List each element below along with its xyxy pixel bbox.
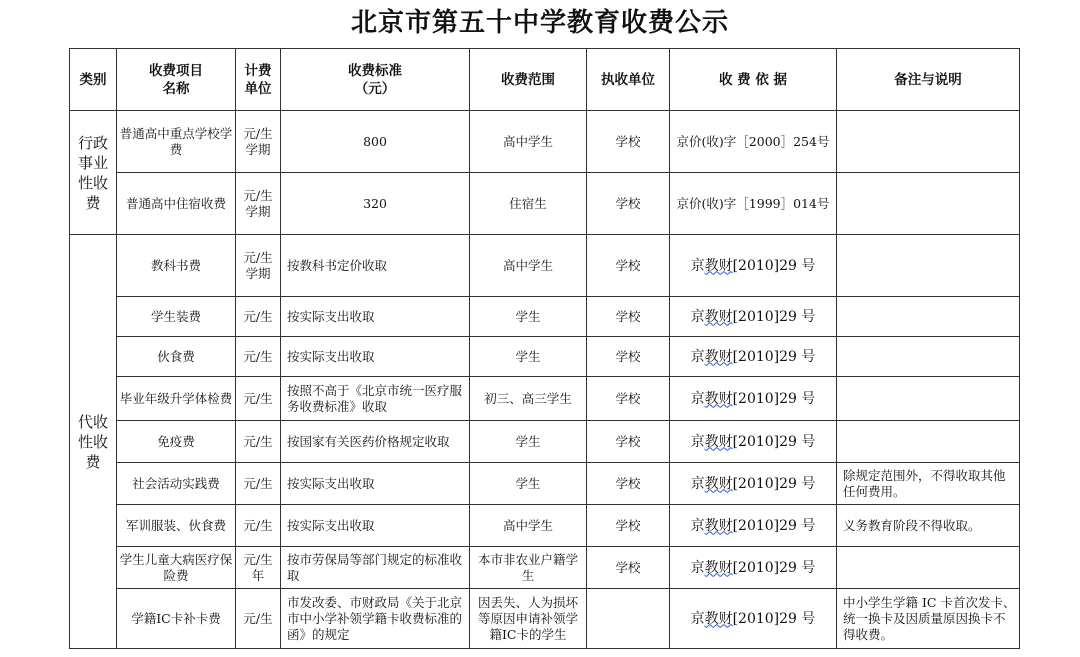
table-row [70,173,1020,235]
cell-basis [670,589,837,649]
basis-underlined: 教财 [704,257,733,274]
cell-basis [670,337,837,377]
cell-item: 普通高中住宿收费 [117,173,236,235]
header-item: 收费项目 名称 [117,49,236,111]
page-title: 北京市第五十中学教育收费公示 [350,8,729,38]
table-row [70,589,1020,649]
cell-remarks: 中小学生学籍 IC 卡首次发卡、统一换卡及因质量原因换卡不得收费。 [837,589,1020,649]
cell-item: 学生儿童大病医疗保险费 [117,547,236,589]
cell-standard: 按市劳保局等部门规定的标准收取 [281,547,470,589]
header-collector: 执收单位 [587,49,670,111]
cell-item: 伙食费 [117,337,236,377]
cell-collector: 学校 [587,173,670,235]
cell-remarks: 义务教育阶段不得收取。 [837,505,1020,547]
cell-item: 军训服装、伙食费 [117,505,236,547]
basis-underlined: 教财 [704,433,733,450]
header-standard: 收费标准 （元） [281,49,470,111]
cell-item: 普通高中重点学校学费 [117,111,236,173]
basis-underlined: 教财 [704,390,733,407]
cell-scope: 高中学生 [470,235,587,297]
category-admin: 行政事业性收费 [70,111,117,235]
table-row [70,337,1020,377]
basis-suffix: [2010]29 号 [732,475,816,492]
cell-collector [587,589,670,649]
cell-unit: 元/生 [236,377,281,421]
basis-prefix: 京价(收)字［1999］014号 [676,195,830,211]
cell-scope: 学生 [470,337,587,377]
cell-scope: 初三、高三学生 [470,377,587,421]
cell-scope: 本市非农业户籍学生 [470,547,587,589]
cell-item: 毕业年级升学体检费 [117,377,236,421]
cell-basis [670,505,837,547]
cell-unit: 元/生学期 [236,235,281,297]
cell-unit: 元/生 [236,463,281,505]
cell-scope: 因丢失、人为损坏等原因申请补领学籍IC卡的学生 [470,589,587,649]
cell-standard: 按实际支出收取 [281,463,470,505]
header-basis: 收 费 依 据 [670,49,837,111]
cell-remarks [837,297,1020,337]
table-row [70,111,1020,173]
basis-underlined: 教财 [704,517,733,534]
cell-standard: 市发改委、市财政局《关于北京市中小学补领学籍卡收费标准的函》的规定 [281,589,470,649]
category-agency: 代收性收费 [70,235,117,649]
basis-suffix: [2010]29 号 [732,433,816,450]
basis-suffix: [2010]29 号 [732,610,816,627]
basis-prefix: 京 [690,308,705,325]
header-category: 类别 [70,49,117,111]
cell-standard: 320 [281,173,470,235]
basis-prefix: 京 [690,433,705,450]
basis-suffix: [2010]29 号 [732,257,816,274]
table-row [70,505,1020,547]
table-row [70,377,1020,421]
cell-unit: 元/生 [236,505,281,547]
cell-collector: 学校 [587,421,670,463]
basis-prefix: 京 [690,517,705,534]
header-scope: 收费范围 [470,49,587,111]
cell-item: 学生装费 [117,297,236,337]
table-row [70,297,1020,337]
basis-suffix: [2010]29 号 [732,348,816,365]
cell-collector: 学校 [587,337,670,377]
cell-standard: 按实际支出收取 [281,297,470,337]
cell-remarks [837,337,1020,377]
table-row [70,463,1020,505]
basis-prefix: 京价(收)字［2000］254号 [676,133,830,149]
basis-prefix: 京 [690,390,705,407]
cell-basis [670,377,837,421]
cell-basis [670,235,837,297]
table-row [70,235,1020,297]
cell-basis [670,173,837,235]
cell-standard: 按实际支出收取 [281,505,470,547]
cell-scope: 住宿生 [470,173,587,235]
cell-remarks [837,547,1020,589]
header-unit: 计费 单位 [236,49,281,111]
basis-underlined: 教财 [704,475,733,492]
cell-standard: 按国家有关医药价格规定收取 [281,421,470,463]
basis-prefix: 京 [690,559,705,576]
cell-unit: 元/生 [236,337,281,377]
cell-scope: 学生 [470,463,587,505]
basis-underlined: 教财 [704,348,733,365]
cell-basis [670,421,837,463]
basis-suffix: [2010]29 号 [732,559,816,576]
cell-remarks [837,235,1020,297]
cell-item: 社会活动实践费 [117,463,236,505]
cell-unit: 元/生 [236,589,281,649]
cell-item: 免疫费 [117,421,236,463]
cell-remarks [837,377,1020,421]
cell-basis [670,547,837,589]
cell-unit: 元/生年 [236,547,281,589]
cell-collector: 学校 [587,377,670,421]
cell-unit: 元/生学期 [236,173,281,235]
basis-prefix: 京 [690,348,705,365]
cell-scope: 高中学生 [470,505,587,547]
cell-standard: 800 [281,111,470,173]
cell-remarks [837,421,1020,463]
table-row [70,421,1020,463]
basis-prefix: 京 [690,475,705,492]
cell-scope: 学生 [470,297,587,337]
header-remarks: 备注与说明 [837,49,1020,111]
cell-collector: 学校 [587,547,670,589]
cell-item: 学籍IC卡补卡费 [117,589,236,649]
cell-standard: 按照不高于《北京市统一医疗服务收费标准》收取 [281,377,470,421]
cell-collector: 学校 [587,297,670,337]
cell-scope: 高中学生 [470,111,587,173]
cell-remarks [837,173,1020,235]
basis-suffix: [2010]29 号 [732,517,816,534]
cell-collector: 学校 [587,505,670,547]
header-row [70,49,1020,111]
cell-standard: 按教科书定价收取 [281,235,470,297]
cell-collector: 学校 [587,235,670,297]
cell-unit: 元/生 [236,421,281,463]
cell-standard: 按实际支出收取 [281,337,470,377]
basis-suffix: [2010]29 号 [732,390,816,407]
cell-basis [670,297,837,337]
basis-underlined: 教财 [704,610,733,627]
cell-unit: 元/生学期 [236,111,281,173]
cell-basis [670,463,837,505]
basis-prefix: 京 [690,257,705,274]
basis-underlined: 教财 [704,559,733,576]
cell-basis [670,111,837,173]
fee-table [69,48,1020,649]
cell-remarks: 除规定范围外，不得收取其他任何费用。 [837,463,1020,505]
cell-collector: 学校 [587,463,670,505]
basis-underlined: 教财 [704,308,733,325]
table-row [70,547,1020,589]
basis-suffix: [2010]29 号 [732,308,816,325]
cell-unit: 元/生 [236,297,281,337]
cell-remarks [837,111,1020,173]
basis-prefix: 京 [690,610,705,627]
cell-scope: 学生 [470,421,587,463]
cell-item: 教科书费 [117,235,236,297]
cell-collector: 学校 [587,111,670,173]
